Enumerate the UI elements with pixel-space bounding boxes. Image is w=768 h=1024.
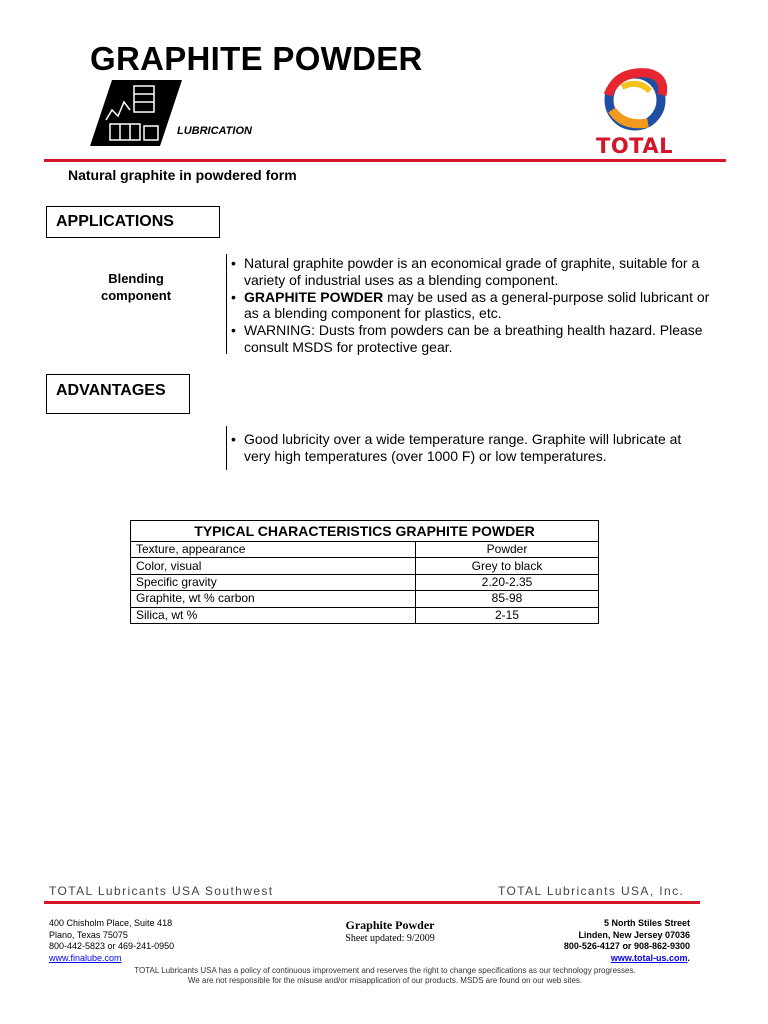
footer-left-address (49, 918, 174, 964)
footer-left-heading: TOTAL Lubricants USA Southwest (49, 884, 274, 898)
address-line: Plano, Texas 75075 (49, 929, 128, 940)
row-value: Powder (416, 542, 599, 558)
table-title: TYPICAL CHARACTERISTICS GRAPHITE POWDER (131, 521, 599, 542)
address-line: 800-442-5823 or 469-241-0950 (49, 941, 175, 951)
address-line: 800-526-4127 or 908-862-9300 (563, 941, 690, 951)
row-label: Texture, appearance (131, 542, 416, 558)
footer-right-address: 5 North Stiles Street Linden, New Jersey 07036 800-526-4127 or 908-862-9300 www.total-us.com. (530, 918, 690, 964)
table-row (131, 591, 599, 607)
category-label: LUBRICATION (177, 125, 252, 137)
bullet-text: WARNING: Dusts from powders can be a breathing health hazard. Please consult MSDS for protective gear. (244, 322, 703, 355)
advantages-heading: ADVANTAGES (46, 374, 190, 414)
footer-updated: Sheet updated: 9/2009 (345, 933, 435, 944)
footer-product-name: Graphite Powder (345, 918, 435, 932)
footer-divider (44, 901, 700, 904)
applications-divider (226, 254, 227, 354)
row-label: Specific gravity (131, 574, 416, 590)
bullet-text: Natural graphite powder is an economical grade of graphite, suitable for a variety of industrial uses as a blending component. (244, 255, 700, 288)
list-item: • Good lubricity over a wide temperature range. Graphite will lubricate at very high temperatures (over 1000 F) or low temperatures. (231, 431, 682, 464)
factory-icon (90, 80, 182, 146)
row-label: Graphite, wt % carbon (131, 591, 416, 607)
bullet-text: Good lubricity over a wide temperature range. Graphite will lubricate at very high temperatures (over 1000 F) or low temperatures. (244, 431, 682, 464)
row-label: Silica, wt % (131, 607, 416, 623)
logo-wordmark: TOTAL (596, 134, 674, 158)
footer-center (300, 918, 480, 944)
finalube-link[interactable]: www.finalube.com (49, 952, 122, 963)
disclaimer-line2: We are not responsible for the misuse and/or misapplication of our products. MSDS are found on our web sites. (187, 976, 583, 985)
side-label-line2: component (100, 288, 172, 303)
row-value: 85-98 (416, 591, 599, 607)
product-name: GRAPHITE POWDER (244, 288, 384, 305)
bullet-text: may be used as a general-purpose solid lubricant or as a blending component for plastics, etc. (244, 288, 710, 322)
applications-bullets (231, 255, 711, 356)
table-row (131, 574, 599, 590)
applications-heading: APPLICATIONS (46, 206, 220, 238)
subtitle: Natural graphite in powdered form (68, 167, 297, 183)
address-line: 400 Chisholm Place, Suite 418 (49, 918, 173, 928)
document-title: GRAPHITE POWDER (90, 40, 423, 77)
characteristics-table (130, 520, 599, 624)
footer-right-heading: TOTAL Lubricants USA, Inc. (498, 884, 685, 898)
list-item: • GRAPHITE POWDER may be used as a general-purpose solid lubricant or as a blending component for plastics, etc. (231, 288, 710, 322)
table-row (131, 607, 599, 623)
table-row (131, 558, 599, 574)
advantages-bullets (231, 431, 701, 465)
row-value: 2.20-2.35 (416, 574, 599, 590)
side-label-line1: Blending (108, 271, 164, 286)
advantages-divider (226, 426, 227, 470)
total-us-link[interactable]: www.total-us.com (610, 952, 688, 963)
row-label: Color, visual (131, 558, 416, 574)
row-value: Grey to black (416, 558, 599, 574)
disclaimer-line1: TOTAL Lubricants USA has a policy of continuous improvement and reserves the right to change specifications as our technology progresses. (134, 966, 636, 975)
list-item: • WARNING: Dusts from powders can be a breathing health hazard. Please consult MSDS for protective gear. (231, 322, 703, 355)
table-row (131, 542, 599, 558)
header-divider (44, 159, 726, 162)
row-value: 2-15 (416, 607, 599, 623)
applications-side-label (90, 270, 182, 304)
address-line: 5 North Stiles Street (603, 918, 690, 928)
disclaimer (60, 966, 710, 986)
list-item: • Natural graphite powder is an economical grade of graphite, suitable for a variety of industrial uses as a blending component. (231, 255, 700, 288)
address-line: Linden, New Jersey 07036 (578, 929, 690, 940)
